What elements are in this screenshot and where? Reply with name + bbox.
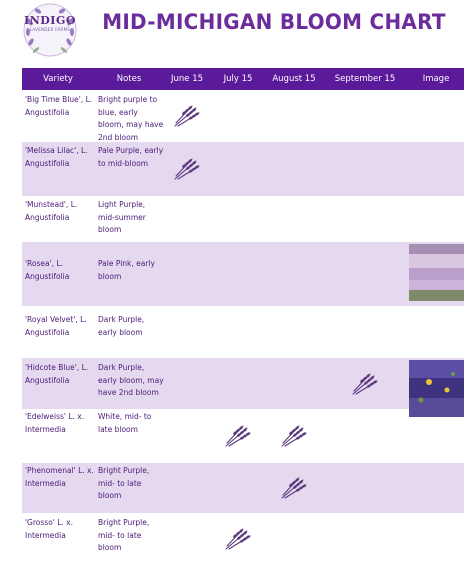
variety-cell: 'Phenomenal' L. x. Intermedia [25,466,94,488]
bloom-cell [164,142,210,196]
bloom-cell [322,409,408,463]
table-row [22,513,464,565]
bloom-cell [210,90,266,142]
image-cell [408,358,464,409]
variety-cell: 'Grosso' L. x. Intermedia [25,518,73,540]
bloom-cell [210,306,266,358]
bloom-cell [210,409,266,463]
bloom-cell [322,513,408,565]
bloom-cell [266,196,322,242]
notes-cell: Light Purple, mid-summer bloom [98,200,146,234]
bloom-cell [266,242,322,306]
lavender-sprig-icon [172,104,202,128]
notes-cell: Bright Purple, mid- to late bloom [98,518,150,552]
variety-cell: 'Rosea', L. Angustifolia [25,259,70,281]
bloom-cell [164,409,210,463]
notes-cell: Pale Purple, early to mid-bloom [98,146,164,168]
notes-cell: Dark Purple, early bloom [98,315,145,337]
table-body [22,90,464,565]
bloom-cell [266,142,322,196]
header-september: September 15 [334,74,396,84]
image-cell [408,306,464,358]
bloom-cell [322,142,408,196]
table-row [22,90,464,142]
bloom-cell [164,242,210,306]
header-august: August 15 [272,74,316,84]
notes-cell: Bright purple to blue, early bloom, may have 2nd bloom [98,95,164,142]
bloom-cell [210,196,266,242]
bloom-cell [322,196,408,242]
bloom-cell [322,358,408,409]
header-notes: Notes [116,74,142,84]
bloom-cell [266,90,322,142]
lavender-sprig-icon [223,527,253,551]
logo-name: INDIGO [24,14,76,27]
farm-logo [22,2,78,58]
bloom-cell [210,242,266,306]
bloom-cell [164,463,210,513]
table-row [22,196,464,242]
page-title: MID-MICHIGAN BLOOM CHART [102,10,446,34]
image-cell [408,513,464,565]
bloom-cell [266,409,322,463]
bloom-cell [210,513,266,565]
image-cell [408,463,464,513]
table-row [22,409,464,463]
bloom-chart-table [22,68,464,565]
lavender-sprig-icon [172,157,202,181]
logo-tagline: LAVENDER FARMS [29,27,71,32]
bloom-cell [322,463,408,513]
bloom-cell [322,306,408,358]
bloom-cell [164,358,210,409]
table-row [22,306,464,358]
pink-lavender-field-photo [409,244,464,301]
variety-cell: 'Melissa Lilac', L. Angustifolia [25,146,88,168]
lavender-sprig-icon [279,424,309,448]
header-image: Image [422,74,450,84]
variety-cell: 'Edelweiss' L. x. Intermedia [25,412,85,434]
bloom-cell [164,306,210,358]
bloom-cell [164,196,210,242]
table-row [22,358,464,409]
notes-cell: White, mid- to late bloom [98,412,152,434]
lavender-sprig-icon [223,424,253,448]
lavender-sprig-icon [350,372,380,396]
table-header-row [22,68,464,90]
header-july: July 15 [223,74,253,84]
notes-cell: Dark Purple, early bloom, may have 2nd bloom [98,363,164,397]
bloom-cell [164,513,210,565]
bloom-cell [210,358,266,409]
bloom-cell [322,90,408,142]
variety-cell: 'Big Time Blue', L. Angustifolia [25,95,93,117]
table-row [22,142,464,196]
variety-cell: 'Royal Velvet', L. Angustifolia [25,315,87,337]
image-cell [408,196,464,242]
bloom-cell [266,463,322,513]
variety-cell: 'Hidcote Blue', L. Angustifolia [25,363,89,385]
variety-cell: 'Munstead', L. Angustifolia [25,200,78,222]
table-row [22,242,464,306]
image-cell [408,409,464,463]
image-cell [408,142,464,196]
image-cell [408,90,464,142]
bloom-cell [266,513,322,565]
header-variety: Variety [43,74,73,84]
bloom-cell [266,306,322,358]
notes-cell: Bright Purple, mid- to late bloom [98,466,150,500]
lavender-sprig-icon [279,476,309,500]
bloom-cell [210,463,266,513]
notes-cell: Pale Pink, early bloom [98,259,155,281]
bloom-cell [210,142,266,196]
header-june: June 15 [170,74,204,84]
bloom-cell [322,242,408,306]
bloom-cell [266,358,322,409]
bloom-cell [164,90,210,142]
table-row [22,463,464,513]
image-cell [408,242,464,306]
